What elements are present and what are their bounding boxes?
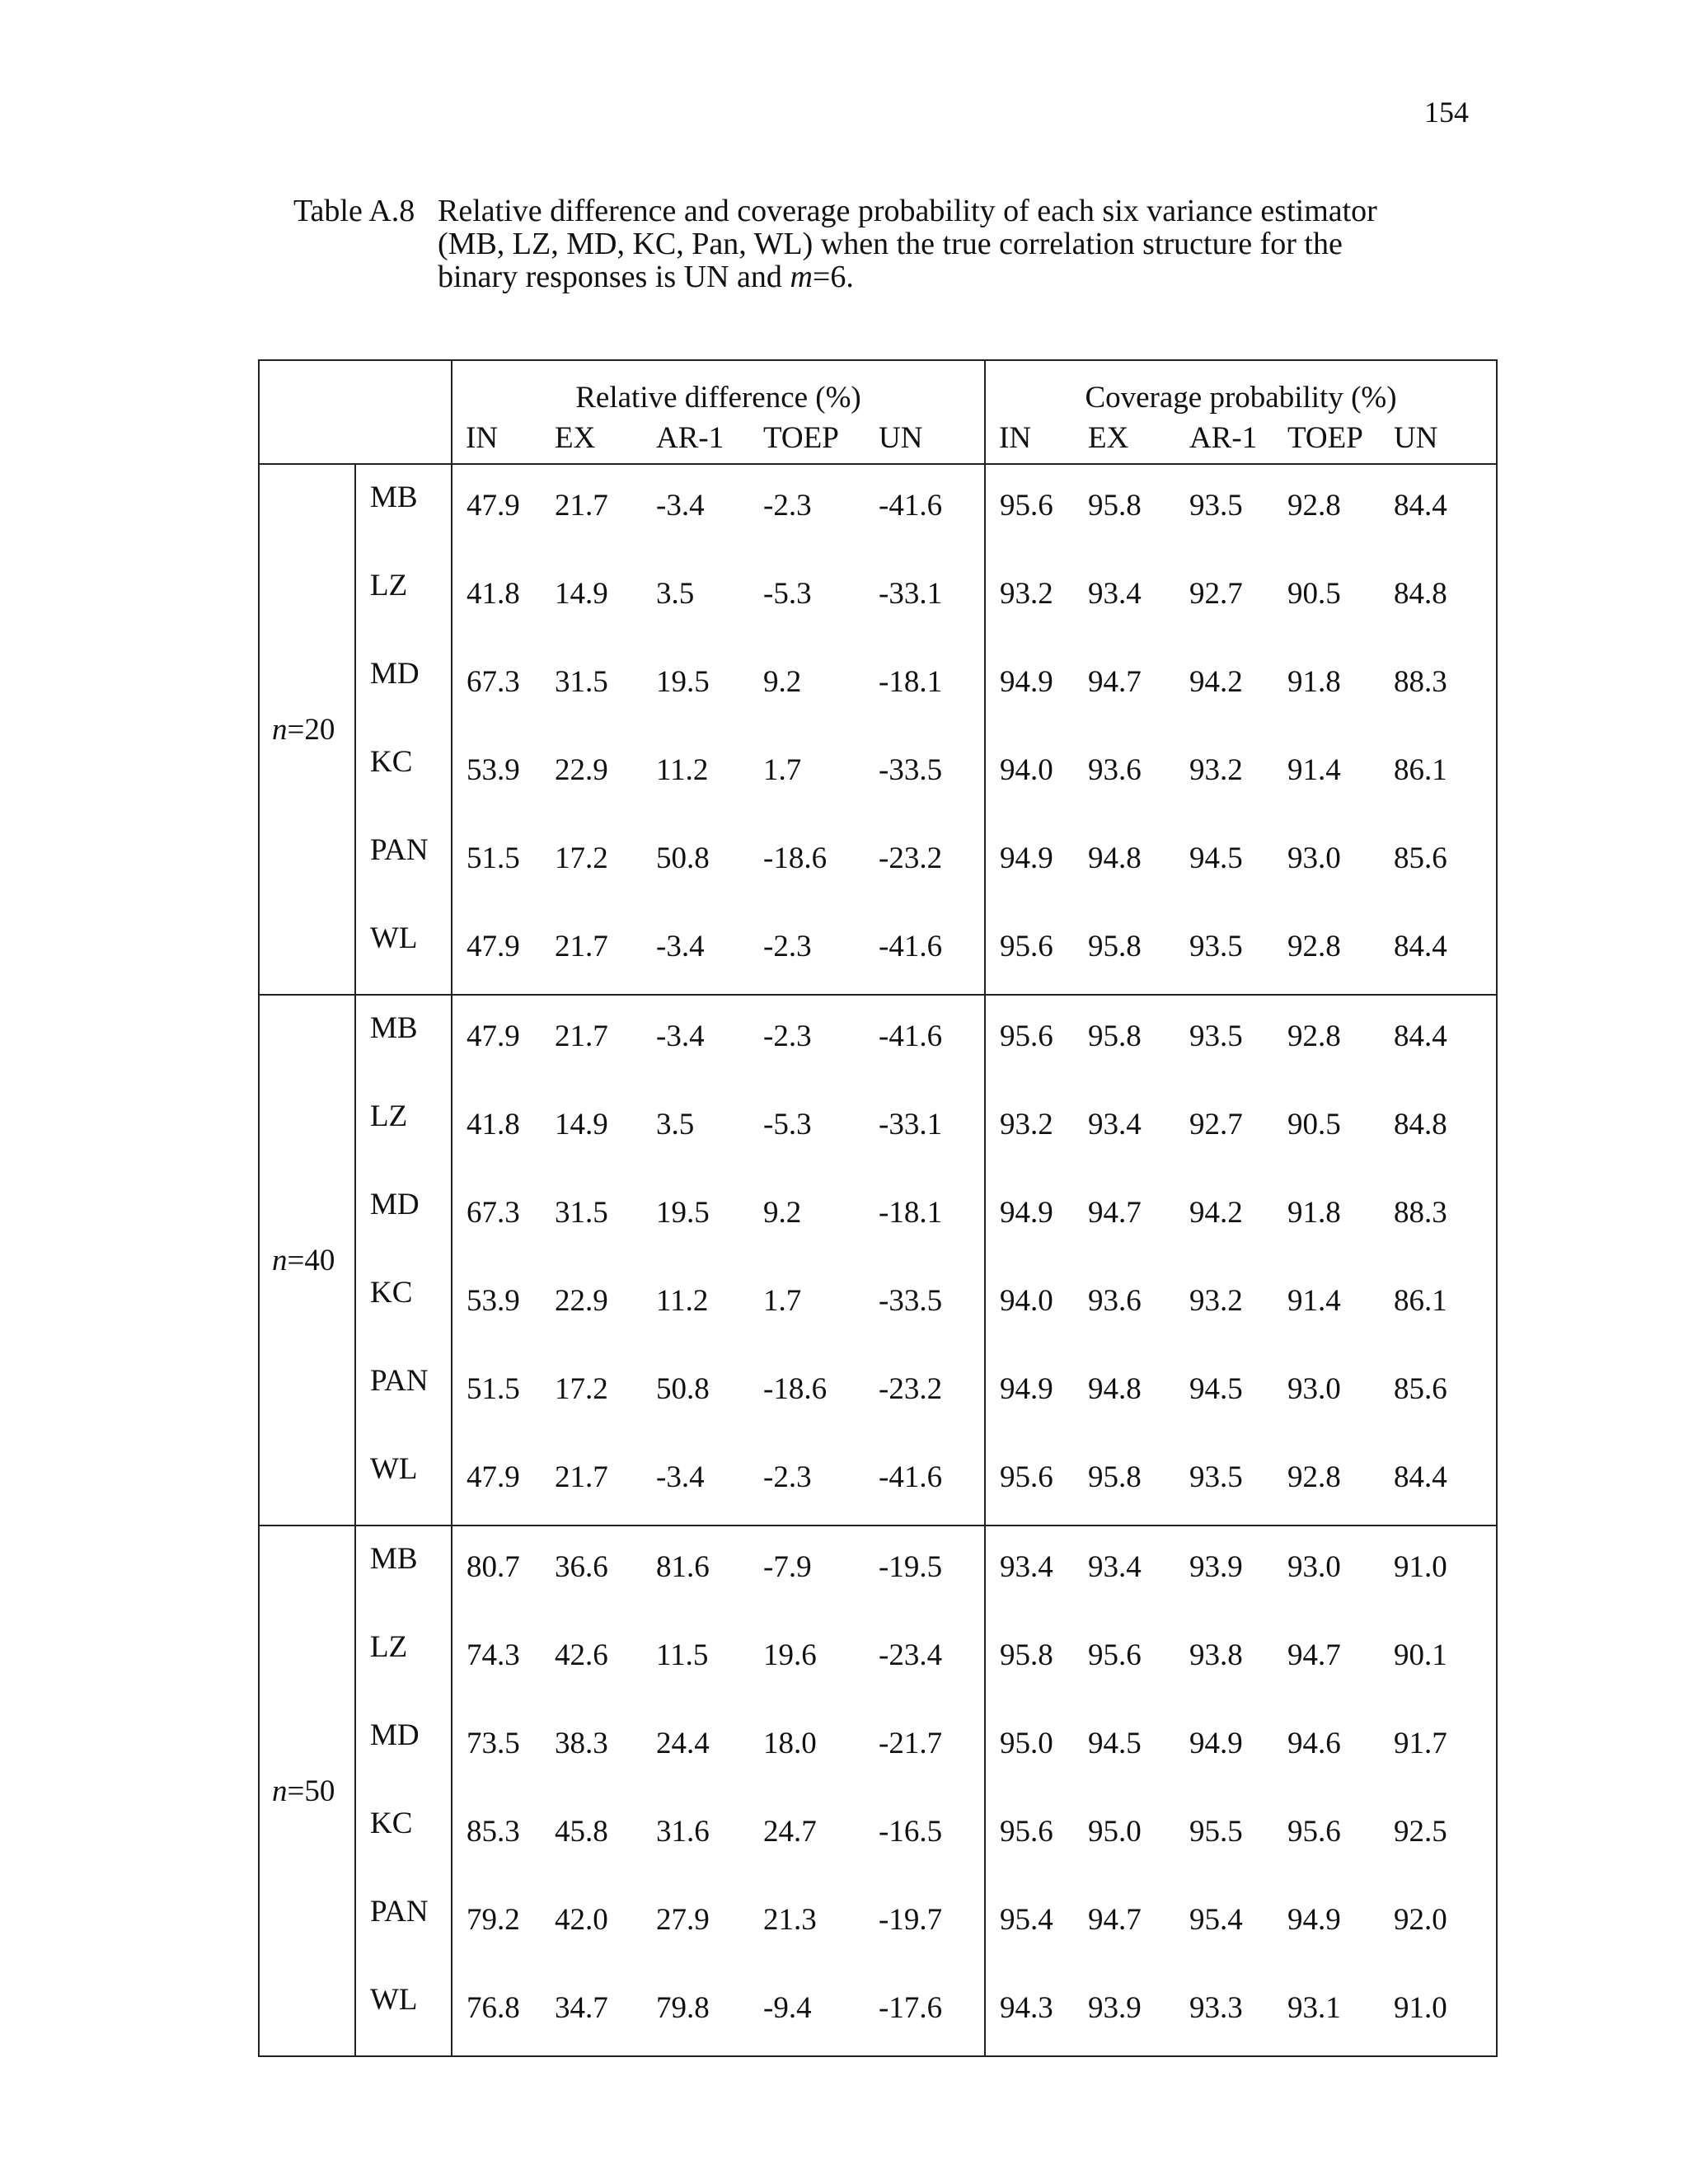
table-cell: 11.5 xyxy=(656,1638,709,1672)
table-cell: 93.6 xyxy=(1088,753,1142,787)
table-row xyxy=(259,906,1497,995)
table-cell: 94.8 xyxy=(1088,841,1142,875)
table-cell: 47.9 xyxy=(452,906,555,995)
column-header: TOEP xyxy=(1287,417,1394,464)
estimator-label: PAN xyxy=(355,1348,452,1436)
table-cell: 76.8 xyxy=(452,1967,555,2056)
table-cell: 41.8 xyxy=(452,553,555,641)
table-cell: 94.9 xyxy=(985,1348,1088,1436)
table-cell: -7.9 xyxy=(763,1550,812,1584)
table-cell-un-bold: 84.4 xyxy=(1394,1436,1497,1526)
caption-line-3-suffix: =6. xyxy=(812,260,854,294)
estimator-label: WL xyxy=(355,1967,452,2056)
table-cell: 92.7 xyxy=(1189,1108,1243,1141)
table-cell: 95.8 xyxy=(1088,489,1142,523)
table-cell-un-bold: -23.2 xyxy=(879,1372,943,1406)
table-row xyxy=(259,1791,1497,1879)
estimator-label: KC xyxy=(355,729,452,818)
table-cell: 95.8 xyxy=(1088,1019,1142,1053)
table-cell: -3.4 xyxy=(656,489,705,523)
table-cell: 91.8 xyxy=(1287,665,1341,699)
empty-corner-cell xyxy=(259,360,452,417)
group-header-relative-difference: Relative difference (%) xyxy=(452,360,985,417)
table-cell-un-bold: 85.6 xyxy=(1394,1348,1497,1436)
table-cell: 94.8 xyxy=(1088,1372,1142,1406)
sample-size-variable: n xyxy=(272,1774,288,1808)
table-cell: 1.7 xyxy=(763,1284,802,1318)
table-cell: 9.2 xyxy=(763,1196,802,1230)
table-cell: 94.2 xyxy=(1189,665,1243,699)
sample-size-variable: n xyxy=(272,1243,288,1277)
table-cell: 85.3 xyxy=(452,1791,555,1879)
table-cell: 92.8 xyxy=(1287,1019,1341,1053)
table-cell: 94.7 xyxy=(1088,1196,1142,1230)
estimator-label: MB xyxy=(355,995,452,1084)
table-cell: 74.3 xyxy=(452,1615,555,1703)
sample-size-label xyxy=(259,464,355,995)
table-cell: 19.6 xyxy=(763,1638,817,1672)
table-cell-un-bold: 84.8 xyxy=(1394,553,1497,641)
table-cell-un-bold: 91.0 xyxy=(1394,1967,1497,2056)
table-cell: 95.6 xyxy=(985,906,1088,995)
table-cell: -5.3 xyxy=(763,1108,812,1141)
column-header: EX xyxy=(555,417,656,464)
table-cell: -18.6 xyxy=(763,841,828,875)
table-cell: 93.4 xyxy=(985,1526,1088,1615)
table-cell: 95.6 xyxy=(985,1791,1088,1879)
column-header: AR-1 xyxy=(1189,417,1287,464)
table-cell: 21.7 xyxy=(555,489,608,523)
table-cell: 38.3 xyxy=(555,1727,608,1760)
table-row xyxy=(259,1615,1497,1703)
table-cell: -2.3 xyxy=(763,906,879,995)
table-cell: -5.3 xyxy=(763,577,812,611)
table-cell: 93.0 xyxy=(1287,1550,1341,1584)
caption-line-1: Relative difference and coverage probability of each six variance estimator xyxy=(438,194,1377,228)
table-cell: 93.5 xyxy=(1189,489,1243,523)
table-cell: 94.9 xyxy=(985,818,1088,906)
caption-line-3 xyxy=(438,260,1451,293)
table-cell-un-bold: 86.1 xyxy=(1394,729,1497,818)
table-cell-un-bold: 85.6 xyxy=(1394,818,1497,906)
table-cell: 93.8 xyxy=(1189,1638,1243,1672)
table-cell: 93.3 xyxy=(1189,1967,1287,2056)
table-cell: 95.8 xyxy=(985,1615,1088,1703)
table-row xyxy=(259,1436,1497,1526)
table-cell: 93.2 xyxy=(985,553,1088,641)
table-cell: 93.4 xyxy=(1088,1550,1142,1584)
table-row xyxy=(259,729,1497,818)
table-cell-un-bold: -33.1 xyxy=(879,1108,943,1141)
table-cell: 11.2 xyxy=(656,753,709,787)
table-cell-un-bold: -41.6 xyxy=(879,489,943,523)
table-cell-un-bold: -23.2 xyxy=(879,841,943,875)
table-cell: 94.0 xyxy=(985,1260,1088,1348)
column-header: AR-1 xyxy=(656,417,763,464)
table-cell: 21.3 xyxy=(763,1903,817,1937)
table-cell-un-bold: -19.7 xyxy=(879,1903,943,1937)
estimator-label: WL xyxy=(355,906,452,995)
table-cell: 24.7 xyxy=(763,1815,817,1849)
table-cell: 36.6 xyxy=(555,1550,608,1584)
table-cell: 50.8 xyxy=(656,1372,710,1406)
table-cell: 47.9 xyxy=(452,995,555,1084)
table-cell-un-bold: 84.8 xyxy=(1394,1084,1497,1172)
table-cell: 91.4 xyxy=(1287,1284,1341,1318)
table-cell: -3.4 xyxy=(656,906,763,995)
table-cell: 95.8 xyxy=(1088,906,1189,995)
table-cell: 94.5 xyxy=(1189,841,1243,875)
table-cell: 95.0 xyxy=(1088,1815,1142,1849)
estimator-label: WL xyxy=(355,1436,452,1526)
table-cell: 93.5 xyxy=(1189,1436,1287,1526)
estimator-label: LZ xyxy=(355,553,452,641)
table-cell: 42.0 xyxy=(555,1903,608,1937)
caption-line-2: (MB, LZ, MD, KC, Pan, WL) when the true correlation structure for the xyxy=(438,227,1343,261)
table-row xyxy=(259,1967,1497,2056)
table-cell: -9.4 xyxy=(763,1967,879,2056)
table-cell: 51.5 xyxy=(452,1348,555,1436)
caption-line-3-prefix: binary responses is UN and xyxy=(438,260,790,294)
table-cell: 95.5 xyxy=(1189,1815,1243,1849)
table-cell: 31.5 xyxy=(555,1196,608,1230)
table-cell: 22.9 xyxy=(555,753,608,787)
table-row xyxy=(259,1260,1497,1348)
estimator-label: PAN xyxy=(355,818,452,906)
table-cell: 42.6 xyxy=(555,1638,608,1672)
table-cell: 73.5 xyxy=(452,1703,555,1791)
table-cell: 34.7 xyxy=(555,1967,656,2056)
sample-size-value: =40 xyxy=(287,1243,335,1277)
table-cell: 94.7 xyxy=(1088,1903,1142,1937)
table-cell: 94.9 xyxy=(1189,1727,1243,1760)
table-cell-un-bold: -33.5 xyxy=(879,1284,943,1318)
table-cell: 90.5 xyxy=(1287,577,1341,611)
table-cell: 94.2 xyxy=(1189,1196,1243,1230)
table-cell: 50.8 xyxy=(656,841,710,875)
table-cell-un-bold: 88.3 xyxy=(1394,1172,1497,1260)
table-cell: 17.2 xyxy=(555,841,608,875)
table-cell: 14.9 xyxy=(555,577,608,611)
estimator-label: MD xyxy=(355,1703,452,1791)
table-cell-un-bold: 92.0 xyxy=(1394,1879,1497,1967)
estimator-label: MB xyxy=(355,464,452,553)
column-header: TOEP xyxy=(763,417,879,464)
table-cell: 67.3 xyxy=(452,1172,555,1260)
table-cell: 90.5 xyxy=(1287,1108,1341,1141)
table-cell: 93.4 xyxy=(1088,1108,1142,1141)
estimator-label: LZ xyxy=(355,1084,452,1172)
table-cell: 27.9 xyxy=(656,1903,710,1937)
table-cell: 92.8 xyxy=(1287,906,1394,995)
table-cell: 18.0 xyxy=(763,1727,817,1760)
table-row xyxy=(259,1084,1497,1172)
table-cell: 21.7 xyxy=(555,1436,656,1526)
table-cell: 47.9 xyxy=(452,1436,555,1526)
table-cell: 94.9 xyxy=(985,1172,1088,1260)
table-cell-un-bold: -18.1 xyxy=(879,665,943,699)
table-cell: 81.6 xyxy=(656,1550,710,1584)
table-cell: 17.2 xyxy=(555,1372,608,1406)
table-cell-un-bold: -41.6 xyxy=(879,1436,985,1526)
table-cell: 22.9 xyxy=(555,1284,608,1318)
table-cell-un-bold: 90.1 xyxy=(1394,1615,1497,1703)
table-cell: 14.9 xyxy=(555,1108,608,1141)
table-row xyxy=(259,1526,1497,1615)
table-cell: 94.6 xyxy=(1287,1727,1341,1760)
table-cell-un-bold: -17.6 xyxy=(879,1967,985,2056)
sample-size-value: =50 xyxy=(287,1774,335,1808)
table-cell: 94.5 xyxy=(1088,1727,1142,1760)
table-cell: 1.7 xyxy=(763,753,802,787)
table-cell: 93.2 xyxy=(1189,753,1243,787)
estimator-label: MD xyxy=(355,641,452,729)
table-cell-un-bold: -16.5 xyxy=(879,1815,943,1849)
table-cell: 91.8 xyxy=(1287,1196,1341,1230)
table-cell: 45.8 xyxy=(555,1815,608,1849)
table-cell: 51.5 xyxy=(452,818,555,906)
table-cell: 92.8 xyxy=(1287,1436,1394,1526)
table-cell: 21.7 xyxy=(555,1019,608,1053)
table-row xyxy=(259,553,1497,641)
table-label: Table A.8 xyxy=(293,194,415,228)
group-header-row xyxy=(259,360,1497,417)
results-table xyxy=(258,359,1498,2057)
table-cell: 95.6 xyxy=(985,995,1088,1084)
table-cell: 92.7 xyxy=(1189,577,1243,611)
estimator-label: PAN xyxy=(355,1879,452,1967)
table-cell-un-bold: -41.6 xyxy=(879,906,985,995)
table-cell: 19.5 xyxy=(656,665,710,699)
table-cell-un-bold: -23.4 xyxy=(879,1638,943,1672)
estimator-label: LZ xyxy=(355,1615,452,1703)
table-cell: 93.5 xyxy=(1189,1019,1243,1053)
sample-size-label xyxy=(259,1526,355,2056)
table-cell: 94.0 xyxy=(985,729,1088,818)
table-cell-un-bold: 84.4 xyxy=(1394,995,1497,1084)
table-cell: 95.4 xyxy=(985,1879,1088,1967)
table-cell: 94.7 xyxy=(1287,1638,1341,1672)
table-body xyxy=(259,464,1497,2056)
table-cell: -18.6 xyxy=(763,1372,828,1406)
table-cell: 94.5 xyxy=(1189,1372,1243,1406)
table-cell: 95.6 xyxy=(985,464,1088,553)
table-cell: -2.3 xyxy=(763,489,812,523)
table-row xyxy=(259,995,1497,1084)
column-header: IN xyxy=(452,417,555,464)
table-cell: 95.6 xyxy=(1088,1638,1142,1672)
table-cell: 80.7 xyxy=(452,1526,555,1615)
column-header: UN xyxy=(879,417,985,464)
table-cell: 9.2 xyxy=(763,665,802,699)
table-row xyxy=(259,641,1497,729)
table-cell: 95.6 xyxy=(985,1436,1088,1526)
table-cell: 93.6 xyxy=(1088,1284,1142,1318)
table-cell: 93.5 xyxy=(1189,906,1287,995)
table-cell: -2.3 xyxy=(763,1019,812,1053)
table-cell-un-bold: -19.5 xyxy=(879,1550,943,1584)
table-cell: 93.2 xyxy=(985,1084,1088,1172)
table-cell: -3.4 xyxy=(656,1019,705,1053)
table-cell: 31.5 xyxy=(555,665,608,699)
table-row xyxy=(259,464,1497,553)
table-cell: 95.4 xyxy=(1189,1903,1243,1937)
table-cell: 91.4 xyxy=(1287,753,1341,787)
table-cell: 53.9 xyxy=(452,729,555,818)
column-header: EX xyxy=(1088,417,1189,464)
table-cell-un-bold: 88.3 xyxy=(1394,641,1497,729)
table-row xyxy=(259,1879,1497,1967)
sample-size-variable: n xyxy=(272,712,288,747)
estimator-label: MB xyxy=(355,1526,452,1615)
table-cell: 93.2 xyxy=(1189,1284,1243,1318)
table-cell-un-bold: 92.5 xyxy=(1394,1791,1497,1879)
table-cell: 3.5 xyxy=(656,577,695,611)
table-cell-un-bold: 86.1 xyxy=(1394,1260,1497,1348)
table-cell: 93.9 xyxy=(1088,1967,1189,2056)
group-header-coverage-probability: Coverage probability (%) xyxy=(985,360,1497,417)
table-cell-un-bold: -41.6 xyxy=(879,1019,943,1053)
table-cell: 93.1 xyxy=(1287,1967,1394,2056)
caption-text xyxy=(438,194,1451,293)
table-cell: 24.4 xyxy=(656,1727,710,1760)
page-number: 154 xyxy=(1424,96,1469,129)
table-row xyxy=(259,1703,1497,1791)
column-header: IN xyxy=(985,417,1088,464)
table-row xyxy=(259,1348,1497,1436)
table-cell: 31.6 xyxy=(656,1815,710,1849)
table-cell: 47.9 xyxy=(452,464,555,553)
sample-size-value: =20 xyxy=(287,712,335,747)
table-cell-un-bold: -33.1 xyxy=(879,577,943,611)
column-header: UN xyxy=(1394,417,1497,464)
estimator-label: KC xyxy=(355,1791,452,1879)
table-cell: 79.2 xyxy=(452,1879,555,1967)
table-cell: 94.9 xyxy=(985,641,1088,729)
table-cell: 94.9 xyxy=(1287,1903,1341,1937)
table-cell-un-bold: 84.4 xyxy=(1394,464,1497,553)
table-cell: 3.5 xyxy=(656,1108,695,1141)
column-header-row xyxy=(259,417,1497,464)
table-cell: 53.9 xyxy=(452,1260,555,1348)
estimator-label: KC xyxy=(355,1260,452,1348)
table-cell: 93.4 xyxy=(1088,577,1142,611)
table-row xyxy=(259,818,1497,906)
table-cell: 93.0 xyxy=(1287,841,1341,875)
table-cell: -3.4 xyxy=(656,1436,763,1526)
table-cell: 21.7 xyxy=(555,906,656,995)
table-cell: 94.3 xyxy=(985,1967,1088,2056)
table-cell: 93.0 xyxy=(1287,1372,1341,1406)
table-cell-un-bold: 91.0 xyxy=(1394,1526,1497,1615)
table-cell: 95.8 xyxy=(1088,1436,1189,1526)
table-cell-un-bold: 91.7 xyxy=(1394,1703,1497,1791)
table-cell: 93.9 xyxy=(1189,1550,1243,1584)
table-cell-un-bold: -18.1 xyxy=(879,1196,943,1230)
table-cell: -2.3 xyxy=(763,1436,879,1526)
table-cell-un-bold: -21.7 xyxy=(879,1727,943,1760)
table-cell: 67.3 xyxy=(452,641,555,729)
table-cell-un-bold: 84.4 xyxy=(1394,906,1497,995)
caption-m-variable: m xyxy=(790,260,813,294)
table-cell: 41.8 xyxy=(452,1084,555,1172)
table-cell-un-bold: -33.5 xyxy=(879,753,943,787)
table-cell: 95.0 xyxy=(985,1703,1088,1791)
table-row xyxy=(259,1172,1497,1260)
table-cell: 94.7 xyxy=(1088,665,1142,699)
table-cell: 79.8 xyxy=(656,1967,763,2056)
table-cell: 92.8 xyxy=(1287,489,1341,523)
estimator-label: MD xyxy=(355,1172,452,1260)
table-cell: 19.5 xyxy=(656,1196,710,1230)
empty-corner-cell-lower xyxy=(259,417,452,464)
table-caption xyxy=(293,194,1464,293)
sample-size-label xyxy=(259,995,355,1526)
table-cell: 11.2 xyxy=(656,1284,709,1318)
table-cell: 95.6 xyxy=(1287,1815,1341,1849)
